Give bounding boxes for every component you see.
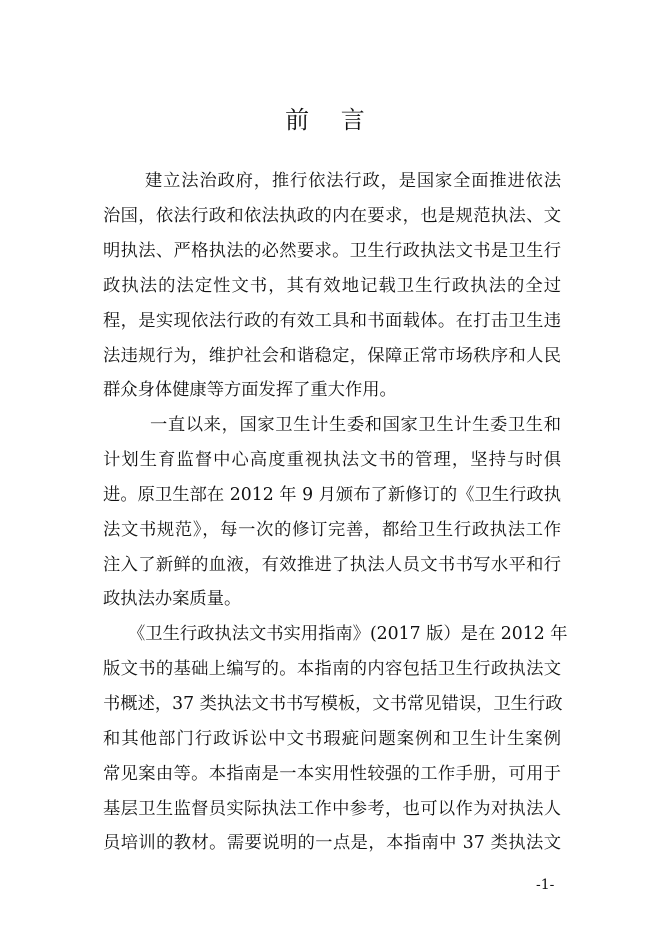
text-line: 常见案由等。本指南是一本实用性较强的工作手册，可用于 [103,764,561,784]
page-title: 前 言 [285,106,377,134]
text-line: 治国，依法行政和依法执政的内在要求，也是规范执法、文 [103,206,561,226]
text-line: 基层卫生监督员实际执法工作中参考，也可以作为对执法人 [103,799,561,819]
text-line: 建立法治政府，推行依法行政，是国家全面推进依法 [145,171,561,191]
text-line: 注入了新鲜的血液，有效推进了执法人员文书书写水平和行 [103,555,561,575]
text-line: 政执法办案质量。 [103,589,242,609]
text-line: 法文书规范》，每一次的修订完善，都给卫生行政执法工作 [103,520,561,540]
text-line: 群众身体健康等方面发挥了重大作用。 [103,380,397,400]
text-line: 程，是实现依法行政的有效工具和书面载体。在打击卫生违 [103,311,561,331]
text-line: 一直以来，国家卫生计生委和国家卫生计生委卫生和 [150,415,561,435]
text-line: 明执法、严格执法的必然要求。卫生行政执法文书是卫生行 [103,241,561,261]
page-number: -1- [536,877,555,893]
text-line: 进。原卫生部在 2012 年 9 月颁布了新修订的《卫生行政执 [103,485,561,505]
text-line: 书概述，37 类执法文书书写模板，文书常见错误，卫生行政 [103,694,563,714]
text-line: 版文书的基础上编写的。本指南的内容包括卫生行政执法文 [103,659,561,679]
text-line: 员培训的教材。需要说明的一点是，本指南中 37 类执法文 [103,833,561,853]
text-line: 法违规行为，维护社会和谐稳定，保障正常市场秩序和人民 [103,346,561,366]
text-line: 《卫生行政执法文书实用指南》(2017 版）是在 2012 年 [128,624,568,644]
text-line: 计划生育监督中心高度重视执法文书的管理，坚持与时俱 [103,450,561,470]
text-line: 和其他部门行政诉讼中文书瑕疵问题案例和卫生计生案例 [103,729,561,749]
text-line: 政执法的法定性文书，其有效地记载卫生行政执法的全过 [103,276,561,296]
